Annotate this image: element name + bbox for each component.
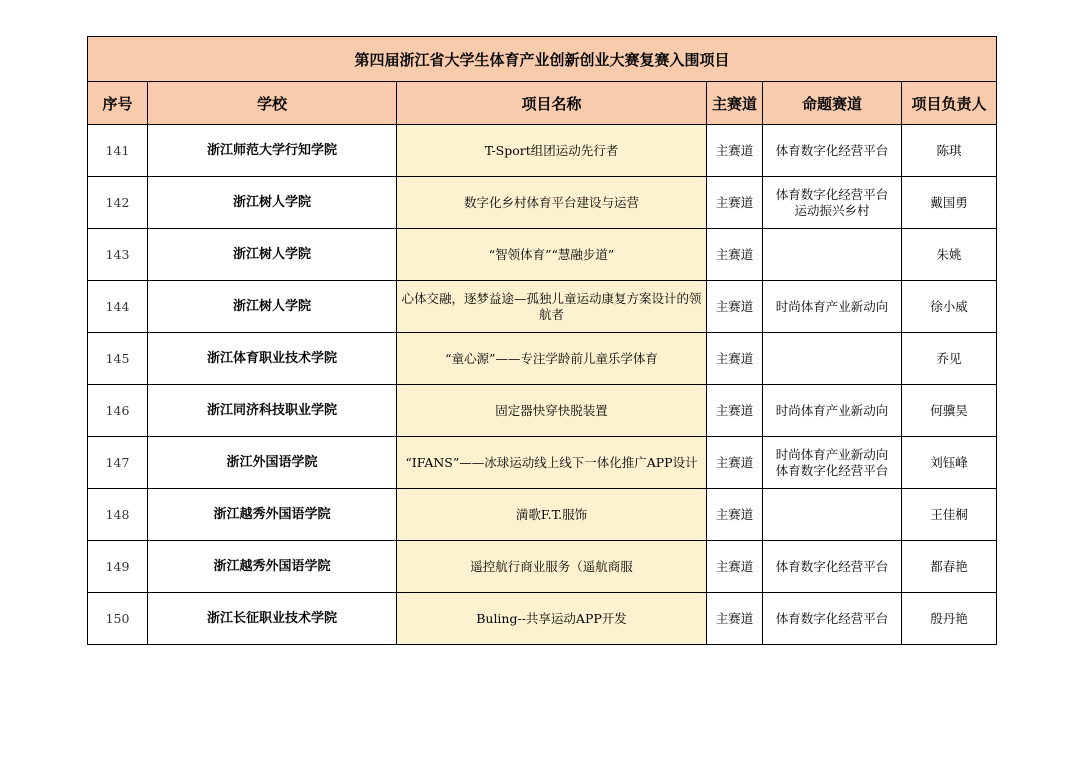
row-number: 144 xyxy=(88,281,148,333)
school-name: 浙江外国语学院 xyxy=(148,437,397,489)
table-row xyxy=(88,125,997,177)
table-row xyxy=(88,541,997,593)
project-leader: 乔见 xyxy=(902,333,997,385)
table-row xyxy=(88,437,997,489)
header-num: 序号 xyxy=(88,82,148,125)
header-topic-track: 命题赛道 xyxy=(763,82,902,125)
main-track: 主赛道 xyxy=(707,385,763,437)
topic-track xyxy=(763,229,902,281)
main-track: 主赛道 xyxy=(707,333,763,385)
header-project: 项目名称 xyxy=(397,82,707,125)
title-row xyxy=(88,37,997,82)
topic-track: 体育数字化经营平台 运动振兴乡村 xyxy=(763,177,902,229)
topic-track xyxy=(763,489,902,541)
school-name: 浙江树人学院 xyxy=(148,177,397,229)
row-number: 148 xyxy=(88,489,148,541)
school-name: 浙江树人学院 xyxy=(148,229,397,281)
header-main-track: 主赛道 xyxy=(707,82,763,125)
main-track: 主赛道 xyxy=(707,541,763,593)
topic-track: 时尚体育产业新动向 xyxy=(763,281,902,333)
table-row xyxy=(88,281,997,333)
project-leader: 陈琪 xyxy=(902,125,997,177)
school-name: 浙江师范大学行知学院 xyxy=(148,125,397,177)
project-name: “智领体育”“慧融步道” xyxy=(397,229,707,281)
project-name: “IFANS”——冰球运动线上线下一体化推广APP设计 xyxy=(397,437,707,489)
main-track: 主赛道 xyxy=(707,281,763,333)
school-name: 浙江长征职业技术学院 xyxy=(148,593,397,645)
results-table xyxy=(87,36,997,645)
main-track: 主赛道 xyxy=(707,593,763,645)
topic-track: 体育数字化经营平台 xyxy=(763,593,902,645)
row-number: 146 xyxy=(88,385,148,437)
header-school: 学校 xyxy=(148,82,397,125)
topic-track: 体育数字化经营平台 xyxy=(763,125,902,177)
row-number: 142 xyxy=(88,177,148,229)
project-name: 心体交融，逐梦益途—孤独儿童运动康复方案设计的领航者 xyxy=(397,281,707,333)
main-track: 主赛道 xyxy=(707,177,763,229)
header-row xyxy=(88,82,997,125)
project-name: Buling--共享运动APP开发 xyxy=(397,593,707,645)
topic-track: 时尚体育产业新动向 xyxy=(763,385,902,437)
school-name: 浙江越秀外国语学院 xyxy=(148,489,397,541)
project-name: 遥控航行商业服务（遥航商服 xyxy=(397,541,707,593)
topic-track: 体育数字化经营平台 xyxy=(763,541,902,593)
table-row xyxy=(88,489,997,541)
project-leader: 都春艳 xyxy=(902,541,997,593)
main-track: 主赛道 xyxy=(707,489,763,541)
main-track: 主赛道 xyxy=(707,229,763,281)
topic-track xyxy=(763,333,902,385)
project-leader: 王佳桐 xyxy=(902,489,997,541)
topic-track: 时尚体育产业新动向 体育数字化经营平台 xyxy=(763,437,902,489)
project-name: T-Sport组团运动先行者 xyxy=(397,125,707,177)
row-number: 150 xyxy=(88,593,148,645)
project-leader: 何骥昊 xyxy=(902,385,997,437)
project-leader: 徐小威 xyxy=(902,281,997,333)
project-name: 数字化乡村体育平台建设与运营 xyxy=(397,177,707,229)
table-row xyxy=(88,229,997,281)
project-leader: 刘钰峰 xyxy=(902,437,997,489)
main-track: 主赛道 xyxy=(707,437,763,489)
project-name: 固定器快穿快脱装置 xyxy=(397,385,707,437)
school-name: 浙江体育职业技术学院 xyxy=(148,333,397,385)
row-number: 141 xyxy=(88,125,148,177)
project-name: “童心源”——专注学龄前儿童乐学体育 xyxy=(397,333,707,385)
row-number: 145 xyxy=(88,333,148,385)
table-row xyxy=(88,177,997,229)
main-track: 主赛道 xyxy=(707,125,763,177)
school-name: 浙江越秀外国语学院 xyxy=(148,541,397,593)
project-leader: 朱姚 xyxy=(902,229,997,281)
table-row xyxy=(88,385,997,437)
school-name: 浙江树人学院 xyxy=(148,281,397,333)
header-leader: 项目负责人 xyxy=(902,82,997,125)
project-name: 満歌F.T.服饰 xyxy=(397,489,707,541)
row-number: 147 xyxy=(88,437,148,489)
row-number: 149 xyxy=(88,541,148,593)
row-number: 143 xyxy=(88,229,148,281)
school-name: 浙江同济科技职业学院 xyxy=(148,385,397,437)
table-title: 第四届浙江省大学生体育产业创新创业大赛复赛入围项目 xyxy=(88,37,997,82)
table-row xyxy=(88,593,997,645)
table-row xyxy=(88,333,997,385)
project-leader: 殷丹艳 xyxy=(902,593,997,645)
project-leader: 戴国勇 xyxy=(902,177,997,229)
